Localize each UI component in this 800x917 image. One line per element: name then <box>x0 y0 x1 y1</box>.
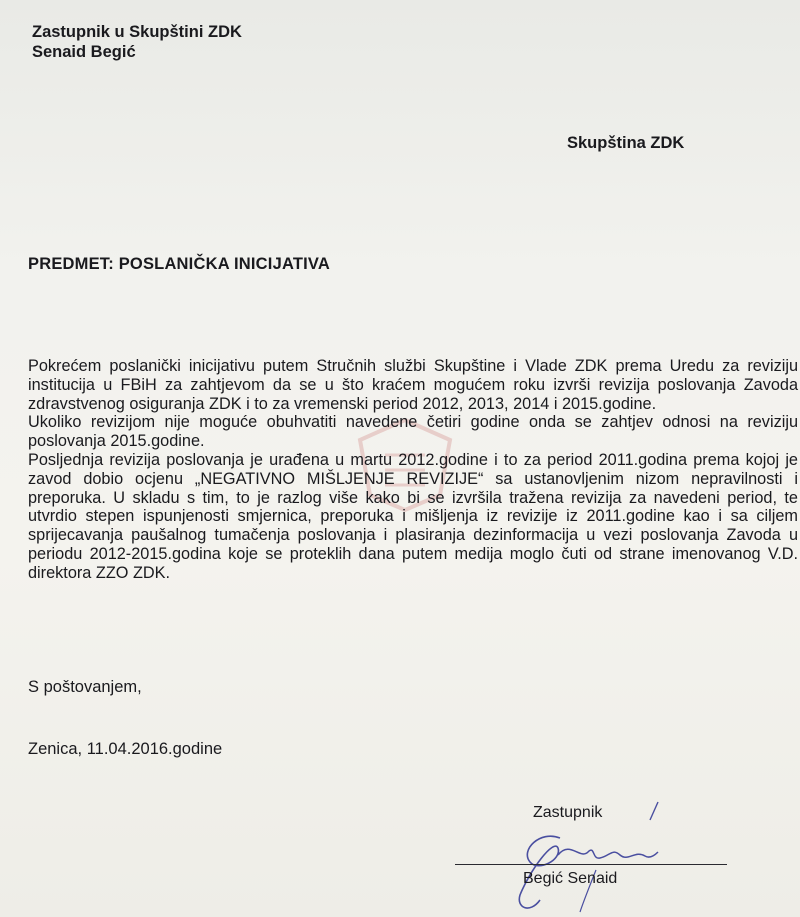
signature-title: Zastupnik <box>533 804 603 821</box>
closing-salutation: S poštovanjem, <box>28 678 142 696</box>
body-paragraph-2: Ukoliko revizijom nije moguće obuhvatiti navedene četiri godine onda se zahtjev odnosi na reviziju poslovanja 2015.godine. <box>28 413 798 451</box>
signature-name: Begić Senaid <box>523 870 618 887</box>
sender-name: Senaid Begić <box>32 43 136 61</box>
place-date: Zenica, 11.04.2016.godine <box>28 740 223 758</box>
handwritten-signature <box>500 800 680 917</box>
recipient: Skupština ZDK <box>567 134 685 152</box>
signature-line <box>455 864 727 865</box>
body-paragraph-1: Pokrećem poslanički inicijativu putem Stručnih službi Skupštine i Vlade ZDK prema Uredu za reviziju institucija u FBiH za zahtjevom da se u što kraćem mogućem roku izvrši revizija poslovanja Zavoda zdravstvenog osiguranja ZDK i to za vremenski period 2012, 2013, 2014 i 2015.godine. <box>28 357 798 413</box>
subject-line: PREDMET: POSLANIČKA INICIJATIVA <box>28 255 330 273</box>
sender-block <box>32 22 242 62</box>
sender-title: Zastupnik u Skupštini ZDK <box>32 23 242 41</box>
letter-body <box>28 357 798 583</box>
body-paragraph-3: Posljednja revizija poslovanja je urađena u martu 2012.godine i to za period 2011.godina prema kojoj je zavod dobio ocjenu „NEGATIVNO MIŠLJENJE REVIZIJE“ sa ustanovljenim nizom nepravilnosti i preporuka. U skladu s tim, to je razlog više kako bi se izvršila tražena revizija za navedeni period, te utvrdio stepen ispunjenosti smjernica, preporuka i mišljenja iz revizije iz 2011.godine kao i sa ciljem sprijecavanja paušalnog tumačenja poslovanja i plasiranja dezinformacija u vezi poslovanja Zavoda u periodu 2012-2015.godina koje se proteklih dana putem medija moglo čuti od strane imenovanog V.D. direktora ZZO ZDK. <box>28 450 798 582</box>
